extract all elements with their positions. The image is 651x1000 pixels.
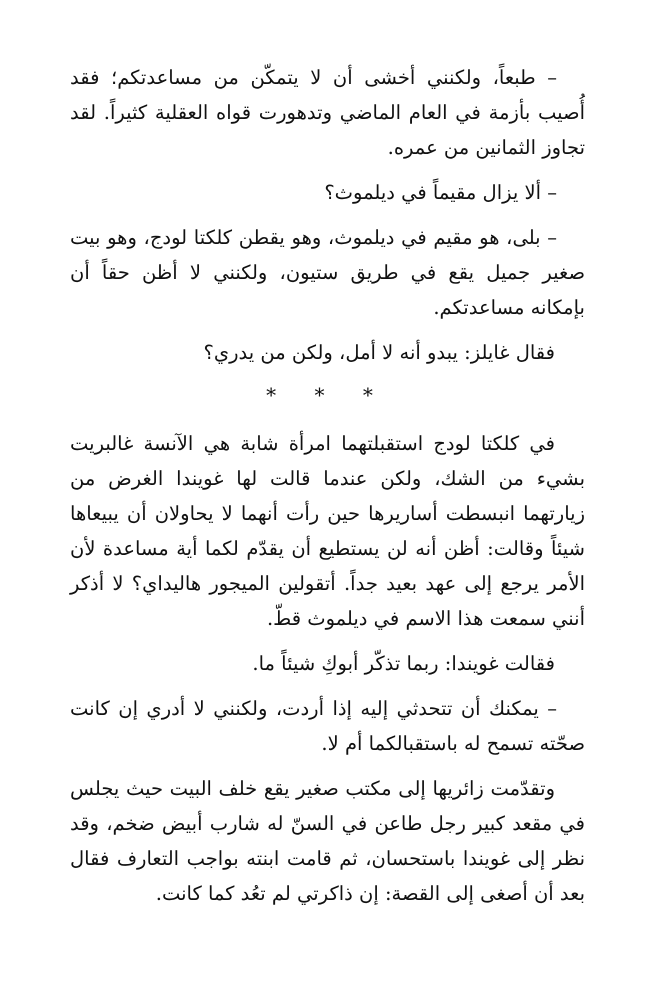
paragraph-gwenda-reply: فقالت غويندا: ربما تذكّر أبوكِ شيئاً ما. (252, 652, 555, 675)
paragraph-calcutta-lodge: في كلكتا لودج استقبلتهما امرأة شابة هي الآنسة غالبريت بشيء من الشك، ولكن عندما قالت لها غويندا الغرض من زيارتهما انبسطت أساريرها حين رأت أنهما لا يحاولان أن يبيعاها شيئاً وقالت: أظن أنه لن يستطيع أن يقدّم لكما أية مساعدة لأن الأمر يرجع إلى عهد بعيد جداً. أتقولين الميجور هاليداي؟ لا أذكر أنني سمعت هذا الاسم في ديلموث قطّ. (70, 432, 585, 630)
paragraph-study-visit: وتقدّمت زائريها إلى مكتب صغير يقع خلف البيت حيث يجلس في مقعد كبير رجل طاعن في السنّ له شارب أبيض ضخم، وقد نظر إلى غويندا باستحسان، ثم قامت ابنته بواجب التعارف فقال بعد أن أصغى إلى القصة: إن ذاكرتي لم تعُد كما كانت. (70, 777, 585, 905)
paragraph-giles-reply: فقال غايلز: يبدو أنه لا أمل، ولكن من يدري؟ (203, 341, 555, 364)
paragraph-dialog-address: – بلى، هو مقيم في ديلموث، وهو يقطن كلكتا لودج، وهو بيت صغير جميل يقع في طريق ستيون، ولكنني لا أظن حقاً أن بإمكانه مساعدتكم. (70, 226, 585, 319)
paragraph-dialog-help: – طبعاً، ولكنني أخشى أن لا يتمكّن من مساعدتكم؛ فقد أُصيب بأزمة في العام الماضي وتدهورت قواه العقلية كثيراً. لقد تجاوز الثمانين من عمره. (70, 66, 585, 159)
paragraph-dialog-question: – ألا يزال مقيماً في ديلموث؟ (324, 181, 557, 204)
section-separator: * * * (266, 383, 389, 407)
paragraph-dialog-health: – يمكنك أن تتحدثي إليه إذا أردت، ولكنني لا أدري إن كانت صحّته تسمح له باستقبالكما أم لا. (70, 697, 585, 755)
